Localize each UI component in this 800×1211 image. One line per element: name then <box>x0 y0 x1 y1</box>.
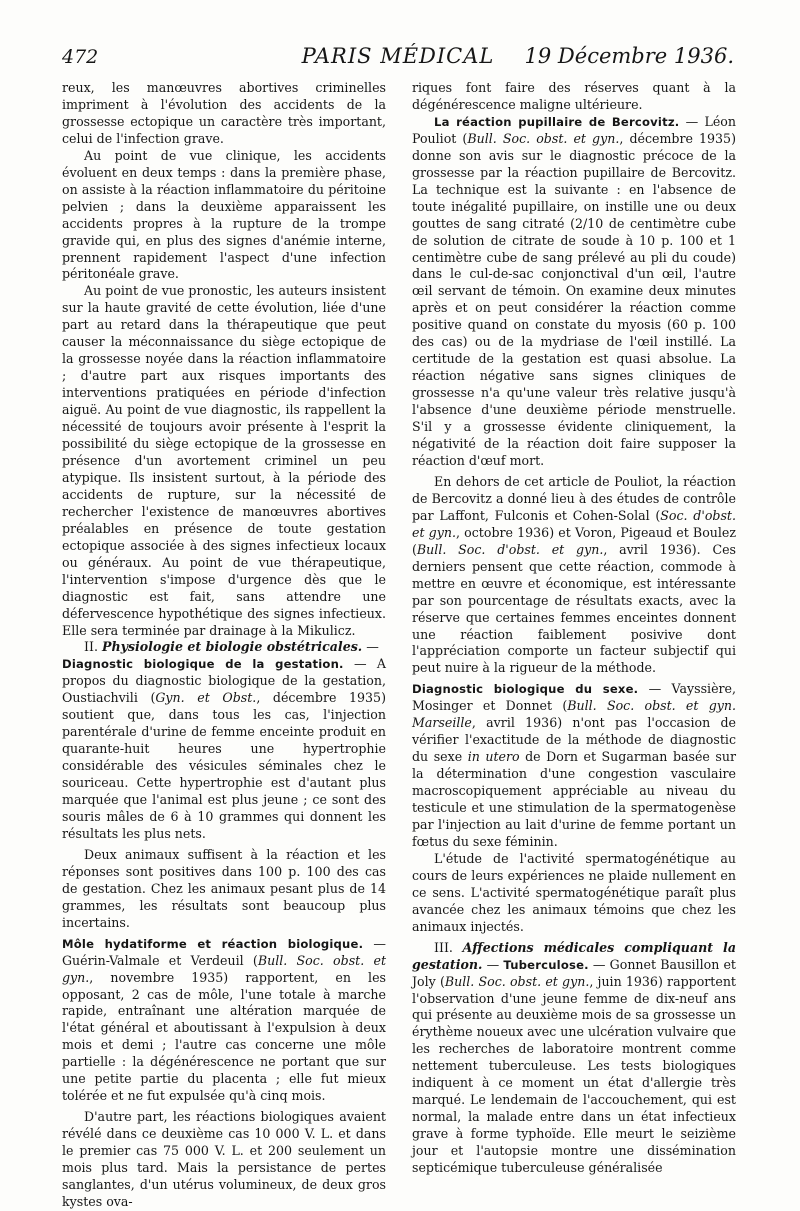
subheading: Môle hydatiforme et réaction biologique. <box>62 936 364 951</box>
citation: Bull. Soc. obst. et gyn. <box>467 130 620 146</box>
section-number: III. <box>434 939 453 955</box>
text-run: , décembre 1935) donne son avis sur le diagnostic précoce de la grossesse par la réaction pupillaire de Bercovitz. La technique est la suivante : en l'absence de toute inégalité pupillaire, on instille une ou deux gouttes de sang citraté (2/10 de centimètre cube de solution de citrate de soude à 10 p. 100 et 1 centimètre cube de sang prélevé au pli du coude) dans le cul-de-sac conjonctival d'un œil, l'autre œil servant de témoin. On examine deux minutes après et on peut considérer la réaction comme positive quand on constate du myosis (60 p. 100 des cas) ou de la mydriase de l'œil instillé. La certitude de la gestation est quasi absolue. La réaction négative sans signes cliniques de grossesse n'a qu'une valeur très relative jusqu'à l'absence d'une deuxième période menstruelle. S'il y a grossesse évidente cliniquement, la négativité de la réaction doit faire supposer la réaction d'œuf mort. <box>412 130 736 468</box>
text-run: , avril 1936). Ces derniers pensent que cette réaction, commode à mettre en œuvre et économique, est intéressante par son pourcentage de résultats exacts, avec la réserve que certaines femmes enceintes donnent une réaction faiblement posivive dont l'appréciation comporte un facteur subjectif qui peut nuire à la rigueur de la méthode. <box>412 541 737 676</box>
paragraph-diagnostic-sexe <box>412 681 736 851</box>
text-run: — A propos du diagnostic biologique de la gestation, Oustiachvili ( <box>62 656 386 706</box>
citation: Bull. Soc. obst. et gyn. Marseille <box>412 698 736 731</box>
text-run: — Léon Pouliot ( <box>412 113 736 146</box>
text-run: — Guérin-Valmale et Verdeuil ( <box>62 935 386 968</box>
section-heading-2 <box>62 639 386 656</box>
text-run: de Dorn et Sugarman basée sur la détermination d'une congestion vasculaire macroscopiquement appréciable au niveau du testicule et une stimulation de la spermatogenèse par l'injection au lait d'urine de femme portant un fœtus du sexe féminin. <box>412 749 736 849</box>
paragraph: Au point de vue pronostic, les auteurs insistent sur la haute gravité de cette évolution, liée d'une part au retard dans la thérapeutique que peut causer la méconnaissance du siège ectopique de la grossesse noyée dans la réaction inflammatoire ; d'autre part aux risques importants des interventions pratiquées en période d'infection aiguë. Au point de vue diagnostic, ils rappellent la nécessité de toujours avoir présente à l'esprit la possibilité du siège ectopique de la grossesse en présence d'un avortement criminel un peu atypique. Ils insistent surtout, à la période des accidents de rupture, sur la nécessité de rechercher l'existence de manœuvres abortives préalables en présence de toute gestation ectopique associée à des signes infectieux locaux ou généraux. Au point de vue thérapeutique, l'intervention s'impose d'urgence dès que le diagnostic est fait, sans attendre une défervescence hypothétique des signes infectieux. Elle sera terminée par drainage à la Mikulicz. <box>62 283 386 638</box>
paragraph: D'autre part, les réactions biologiques avaient révélé dans ce deuxième cas 10 000 V. L. et dans le premier cas 75 000 V. L. et 200 seulement un mois plus tard. Mais la persistance de pertes sanglantes, d'un utérus volumineux, de deux gros kystes ova- <box>62 1109 386 1209</box>
subheading: Tuberculose. <box>503 957 589 972</box>
citation: Gyn. et Obst. <box>155 690 257 706</box>
text-run: — Vayssière, Mosinger et Donnet ( <box>412 681 736 714</box>
text-run: , avril 1936) n'ont pas l'occasion de vérifier l'exactitude de la méthode de diagnostic du sexe <box>412 715 736 765</box>
paragraph: reux, les manœuvres abortives criminelles impriment à l'évolution des accidents de la grossesse ectopique un caractère très important, celui de l'infection grave. <box>62 80 386 146</box>
subheading: Diagnostic biologique de la gestation. <box>62 657 344 672</box>
text-run: , octobre 1936) et Voron, Pigeaud et Boulez ( <box>412 524 737 557</box>
text-run: , novembre 1935) rapportent, en les opposant, 2 cas de môle, l'une totale à marche rapide, entraînant une altération marquée de l'état général et aboutissant à l'expulsion à deux mois et demi ; l'autre cas concerne une môle partielle : la dégénérescence ne portant que sur une petite partie du placenta ; elle fut mieux tolérée et ne fut expulsée qu'à cinq mois. <box>62 969 386 1104</box>
paragraph: Deux animaux suffisent à la réaction et les réponses sont positives dans 100 p. 100 des cas de gestation. Chez les animaux pesant plus de 14 grammes, les résultats sont beaucoup plus incertains. <box>62 846 386 930</box>
running-header <box>62 44 734 72</box>
page-number: 472 <box>62 46 99 68</box>
paragraph: riques font faire des réserves quant à la dégénérescence maligne ultérieure. <box>412 80 736 112</box>
citation: Bull. Soc. d'obst. et gyn. <box>416 541 604 557</box>
citation: Bull. Soc. obst. et gyn. <box>62 952 387 985</box>
paragraph-mole-hydatiforme <box>62 936 386 1106</box>
section-title: Physiologie et biologie obstétricales. <box>101 639 363 655</box>
paragraph: Au point de vue clinique, les accidents évoluent en deux temps : dans la première phase, on assiste à la réaction inflammatoire du péritoine pelvien ; dans la deuxième apparaissent les accidents propres à la rupture de la trompe gravide qui, en plus des signes d'anémie interne, prennent rapidement l'aspect d'une infection péritonéale grave. <box>62 147 386 282</box>
latin-term: in utero <box>467 749 520 765</box>
right-column <box>412 80 736 1177</box>
subheading: La réaction pupillaire de Bercovitz. <box>434 114 680 129</box>
paragraph-bercovitz-studies <box>412 474 736 677</box>
section-number: II. <box>84 639 98 655</box>
text-run: En dehors de cet article de Pouliot, la réaction de Bercovitz a donné lieu à des études de contrôle par Laffont, Fulconis et Cohen-Solal ( <box>412 473 736 523</box>
paragraph-diagnostic-gestation <box>62 656 386 842</box>
text-run: — Gonnet Bausillon et Joly ( <box>412 956 736 989</box>
section-dash: — <box>482 956 504 972</box>
section-heading-3-paragraph <box>412 940 736 1177</box>
section-dash: — <box>362 639 379 655</box>
left-column <box>62 80 386 1211</box>
paragraph: L'étude de l'activité spermatogénétique au cours de leurs expériences ne plaide nullement en ce sens. L'activité spermatogénétique paraît plus avancée chez les animaux témoins que chez les animaux injectés. <box>412 850 736 934</box>
issue-date: 19 Décembre 1936. <box>524 44 734 68</box>
text-run: , juin 1936) rapportent l'observation d'une jeune femme de dix-neuf ans qui présente au deuxième mois de sa grossesse un érythème noueux avec une ulcération vulvaire que les recherches de laboratoire montrent comme nettement tuberculeuse. Les tests biologiques indiquent à ce moment un état d'allergie très marqué. Le lendemain de l'accouchement, qui est normal, la malade entre dans un état infectieux grave à forme typhoïde. Elle meurt le seizième jour et l'autopsie montre une dissémination septicémique tuberculeuse généralisée <box>412 973 736 1176</box>
text-run: , décembre 1935) soutient que, dans tous les cas, l'injection parentérale d'urine de femme enceinte produit en quarante-huit heures une hypertrophie considérable des vésicules séminales chez le souriceau. Cette hypertrophie est d'autant plus marquée que l'animal est plus jeune ; ce sont des souris mâles de 6 à 10 grammes qui donnent les résultats les plus nets. <box>62 690 386 841</box>
citation: Bull. Soc. obst. et gyn. <box>444 973 590 989</box>
paragraph-reaction-pupillaire <box>412 114 736 470</box>
section-title: Affections médicales compliquant la gestation. <box>412 939 736 972</box>
citation: Soc. d'obst. et gyn. <box>412 507 736 540</box>
subheading: Diagnostic biologique du sexe. <box>412 682 639 697</box>
journal-title: PARIS MÉDICAL <box>301 44 495 68</box>
